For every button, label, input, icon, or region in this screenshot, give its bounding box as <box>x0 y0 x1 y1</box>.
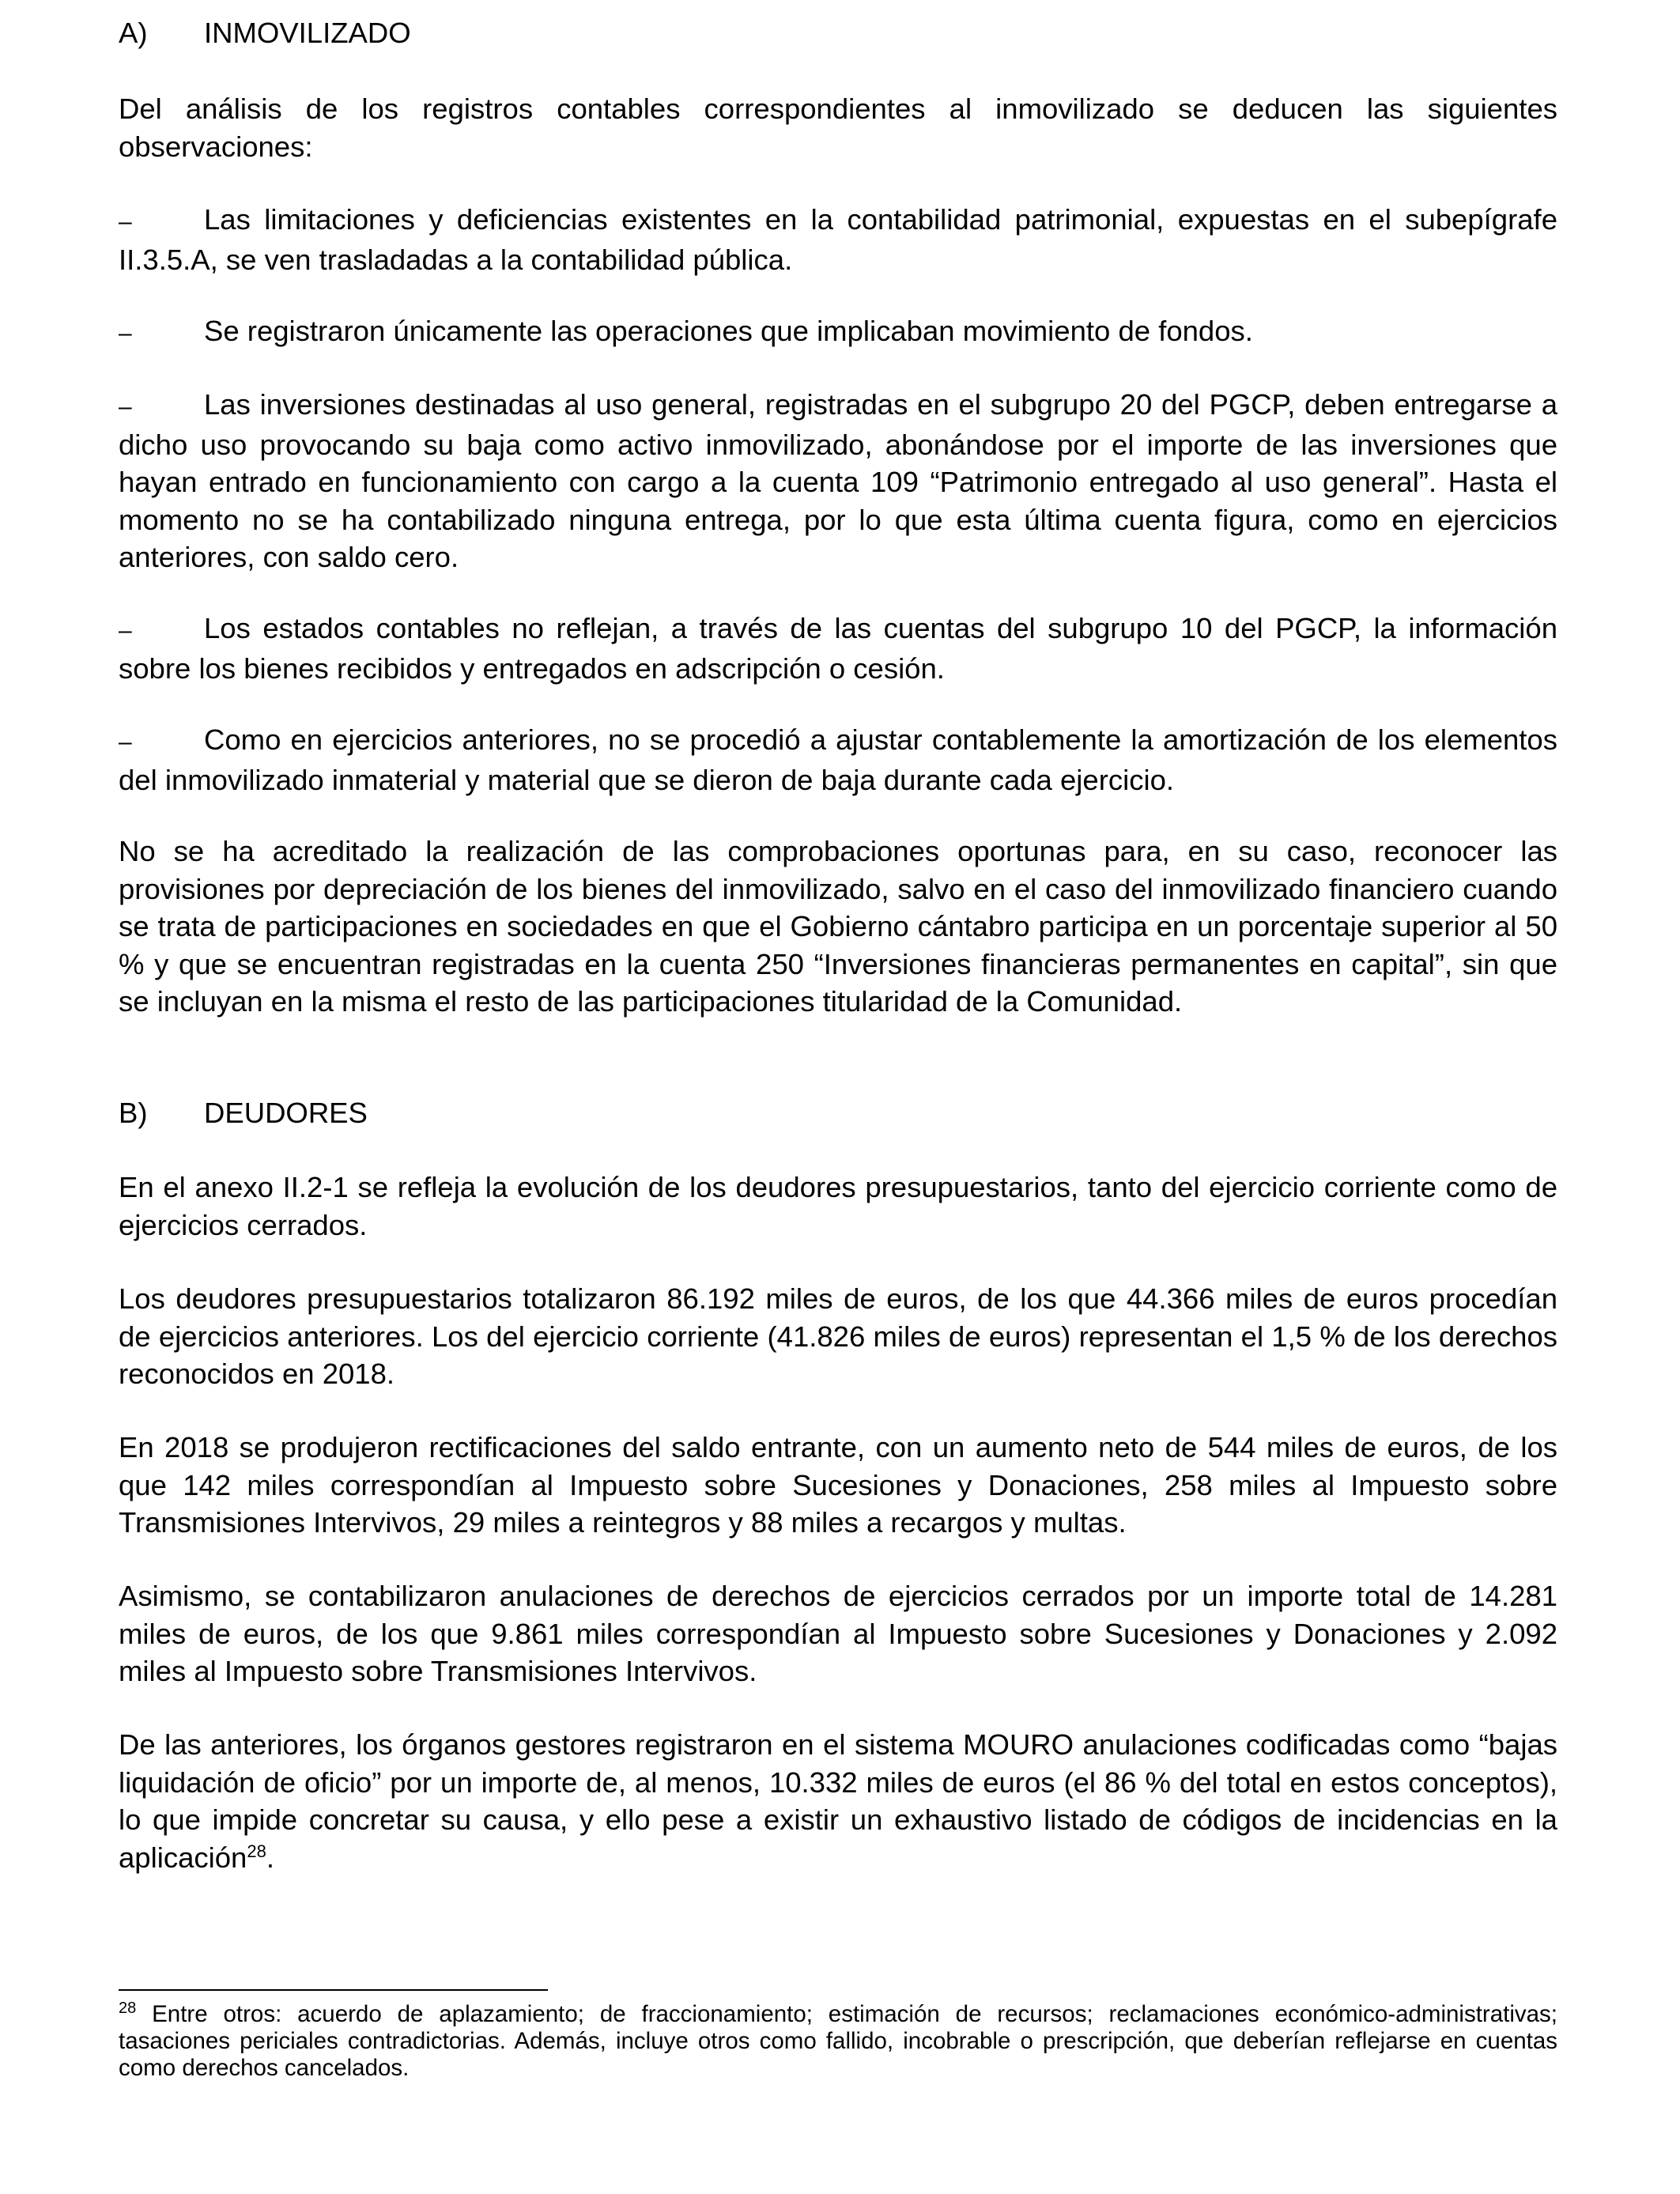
section-b-letter: B) <box>119 1097 148 1129</box>
bullet-item <box>119 721 1557 799</box>
footnote-text: Entre otros: acuerdo de aplazamiento; de fraccionamiento; estimación de recursos; reclamaciones económico-administrativas; tasaciones periciales contradictorias. Además, incluye otros como fallido, incobrable o prescripción, que deberían reflejarse en cuentas como derechos cancelados. <box>119 2001 1557 2081</box>
bullet-text: Los estados contables no reflejan, a través de las cuentas del subgrupo 10 del PGCP, la información sobre los bienes recibidos y entregados en adscripción o cesión. <box>119 612 1557 685</box>
section-b-title: DEUDORES <box>204 1097 368 1129</box>
footnote <box>119 2001 1557 2082</box>
footnote-separator <box>119 1989 548 1991</box>
section-a-intro: Del análisis de los registros contables correspondientes al inmovilizado se deducen las siguientes observaciones: <box>119 93 1557 163</box>
bullet-item <box>119 610 1557 687</box>
bullet-item <box>119 201 1557 278</box>
section-a-heading <box>119 14 411 52</box>
section-a-closing: No se ha acreditado la realización de las comprobaciones oportunas para, en su caso, reconocer las provisiones por depreciación de los bienes del inmovilizado, salvo en el caso del inmovilizado financiero cuando se trata de participaciones en sociedades en que el Gobierno cántabro participa en un porcentaje superior al 50 % y que se encuentran registradas en la cuenta 250 “Inversiones financieras permanentes en capital”, sin que se incluyan en la misma el resto de las participaciones titularidad de la Comunidad. <box>119 835 1557 1018</box>
section-b-last-paragraph <box>119 1726 1557 1876</box>
section-b-paragraph: En 2018 se produjeron rectificaciones del saldo entrante, con un aumento neto de 544 miles de euros, de los que 142 miles correspondían al Impuesto sobre Sucesiones y Donaciones, 258 miles al Impuesto sobre Transmisiones Intervivos, 29 miles a reintegros y 88 miles a recargos y multas. <box>119 1431 1557 1539</box>
bullet-marker: – <box>119 209 132 235</box>
section-a-title: INMOVILIZADO <box>204 17 411 49</box>
bullet-text: Como en ejercicios anteriores, no se procedió a ajustar contablemente la amortización de los elementos del inmovilizado inmaterial y material que se dieron de baja durante cada ejercicio. <box>119 723 1557 796</box>
last-paragraph-end: . <box>266 1841 274 1874</box>
bullet-item <box>119 386 1557 576</box>
section-a-letter: A) <box>119 17 148 49</box>
section-b-heading <box>119 1094 368 1132</box>
bullet-marker: – <box>119 320 132 346</box>
bullet-marker: – <box>119 394 132 420</box>
bullet-marker: – <box>119 617 132 644</box>
bullet-text: Las limitaciones y deficiencias existentes en la contabilidad patrimonial, expuestas en el subepígrafe II.3.5.A, se ven trasladadas a la contabilidad pública. <box>119 203 1557 276</box>
bullet-item <box>119 312 1557 353</box>
section-b-paragraph: En el anexo II.2-1 se refleja la evolución de los deudores presupuestarios, tanto del ejercicio corriente como de ejercicios cerrados. <box>119 1171 1557 1241</box>
bullet-text: Se registraron únicamente las operaciones que implicaban movimiento de fondos. <box>204 315 1253 347</box>
section-b-paragraph: Los deudores presupuestarios totalizaron 86.192 miles de euros, de los que 44.366 miles de euros procedían de ejercicios anteriores. Los del ejercicio corriente (41.826 miles de euros) representan el 1,5 % de los derechos reconocidos en 2018. <box>119 1282 1557 1390</box>
footnote-reference[interactable]: 28 <box>247 1841 266 1861</box>
section-b-paragraph: Asimismo, se contabilizaron anulaciones de derechos de ejercicios cerrados por un importe total de 14.281 miles de euros, de los que 9.861 miles correspondían al Impuesto sobre Sucesiones y Donaciones y 2.092 miles al Impuesto sobre Transmisiones Intervivos. <box>119 1580 1557 1687</box>
document-page <box>119 0 1557 2194</box>
last-paragraph-text: De las anteriores, los órganos gestores registraron en el sistema MOURO anulaciones codificadas como “bajas liquidación de oficio” por un importe de, al menos, 10.332 miles de euros (el 86 % del total en estos conceptos), lo que impide concretar su causa, y ello pese a existir un exhaustivo listado de códigos de incidencias en la aplicación <box>119 1728 1557 1874</box>
bullet-text: Las inversiones destinadas al uso general, registradas en el subgrupo 20 del PGCP, deben entregarse a dicho uso provocando su baja como activo inmovilizado, abonándose por el importe de las inversiones que hayan entrado en funcionamiento con cargo a la cuenta 109 “Patrimonio entregado al uso general”. Hasta el momento no se ha contabilizado ninguna entrega, por lo que esta última cuenta figura, como en ejercicios anteriores, con saldo cero. <box>119 388 1557 573</box>
bullet-marker: – <box>119 729 132 755</box>
footnote-number: 28 <box>119 2000 137 2018</box>
